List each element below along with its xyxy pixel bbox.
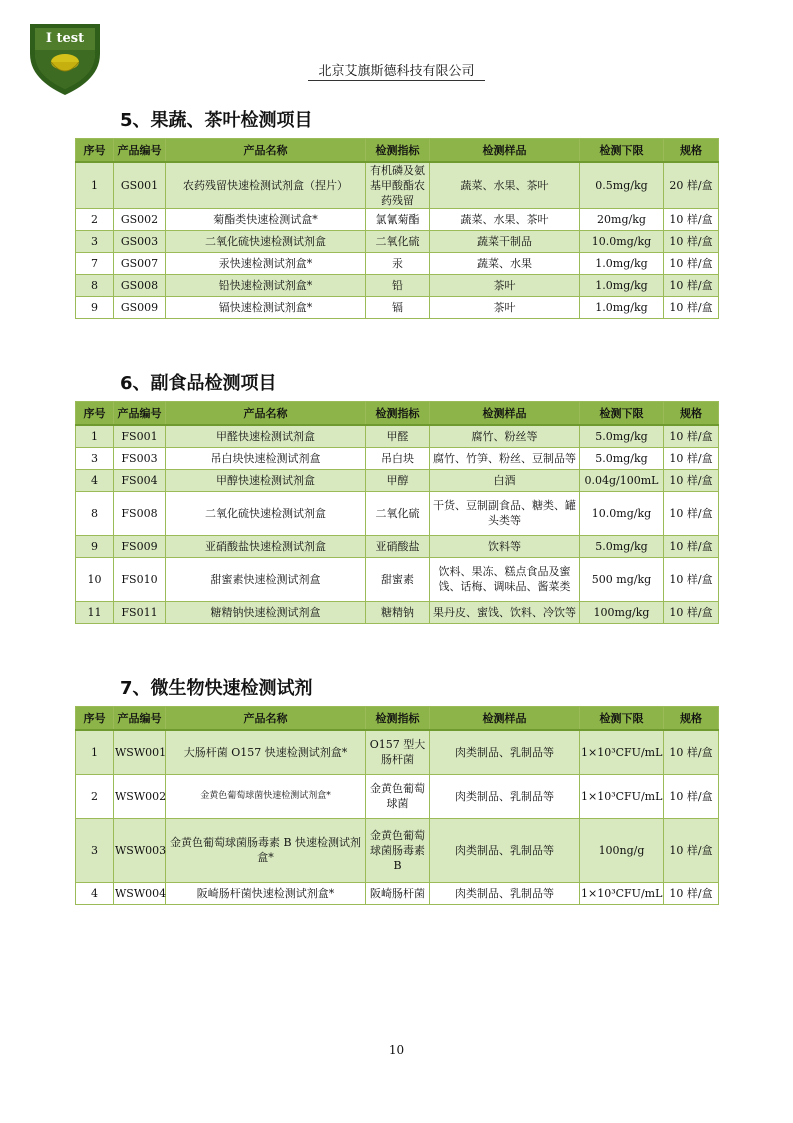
cell-limit: 100mg/kg bbox=[580, 601, 664, 623]
cell-no: 4 bbox=[76, 469, 114, 491]
cell-spec: 10 样/盒 bbox=[664, 730, 719, 774]
cell-no: 1 bbox=[76, 730, 114, 774]
cell-indicator: 铅 bbox=[366, 275, 430, 297]
shield-logo-icon bbox=[28, 20, 102, 96]
table-row bbox=[76, 818, 719, 882]
cell-indicator: 氯氰菊酯 bbox=[366, 209, 430, 231]
col-name: 产品名称 bbox=[166, 139, 366, 163]
table-row bbox=[76, 557, 719, 601]
cell-no: 3 bbox=[76, 231, 114, 253]
cell-no: 1 bbox=[76, 425, 114, 447]
cell-name: 甲醇快速检测试剂盒 bbox=[166, 469, 366, 491]
cell-code: GS002 bbox=[114, 209, 166, 231]
cell-sample: 饮料、果冻、糕点食品及蜜饯、话梅、调味品、酱菜类 bbox=[430, 557, 580, 601]
cell-spec: 10 样/盒 bbox=[664, 275, 719, 297]
cell-sample: 白酒 bbox=[430, 469, 580, 491]
cell-sample: 干货、豆制副食品、糖类、罐头类等 bbox=[430, 491, 580, 535]
cell-name: 吊白块快速检测试剂盒 bbox=[166, 447, 366, 469]
cell-sample: 饮料等 bbox=[430, 535, 580, 557]
cell-name: 铅快速检测试剂盒* bbox=[166, 275, 366, 297]
cell-name: 亚硝酸盐快速检测试剂盒 bbox=[166, 535, 366, 557]
cell-limit: 10.0mg/kg bbox=[580, 491, 664, 535]
cell-no: 4 bbox=[76, 882, 114, 904]
cell-code: FS004 bbox=[114, 469, 166, 491]
col-name: 产品名称 bbox=[166, 707, 366, 731]
cell-indicator: 甲醛 bbox=[366, 425, 430, 447]
col-indicator: 检测指标 bbox=[366, 139, 430, 163]
cell-code: WSW004 bbox=[114, 882, 166, 904]
cell-spec: 10 样/盒 bbox=[664, 469, 719, 491]
cell-spec: 10 样/盒 bbox=[664, 557, 719, 601]
cell-indicator: 亚硝酸盐 bbox=[366, 535, 430, 557]
company-name-text: 北京艾旗斯德科技有限公司 bbox=[308, 64, 484, 81]
cell-limit: 1×10³CFU/mL bbox=[580, 774, 664, 818]
cell-spec: 10 样/盒 bbox=[664, 882, 719, 904]
table-row bbox=[76, 253, 719, 275]
cell-spec: 10 样/盒 bbox=[664, 253, 719, 275]
section-title-microbial: 7、微生物快速检测试剂 bbox=[120, 678, 313, 699]
cell-sample: 腐竹、粉丝等 bbox=[430, 425, 580, 447]
cell-code: GS008 bbox=[114, 275, 166, 297]
table-row bbox=[76, 774, 719, 818]
cell-name: 二氧化硫快速检测试剂盒 bbox=[166, 491, 366, 535]
cell-sample: 肉类制品、乳制品等 bbox=[430, 882, 580, 904]
col-limit: 检测下限 bbox=[580, 139, 664, 163]
col-spec: 规格 bbox=[664, 139, 719, 163]
cell-no: 8 bbox=[76, 491, 114, 535]
company-logo bbox=[28, 20, 102, 96]
cell-limit: 0.5mg/kg bbox=[580, 162, 664, 209]
cell-sample: 茶叶 bbox=[430, 275, 580, 297]
table-row bbox=[76, 469, 719, 491]
cell-indicator: O157 型大肠杆菌 bbox=[366, 730, 430, 774]
table-row bbox=[76, 601, 719, 623]
cell-sample: 茶叶 bbox=[430, 297, 580, 319]
cell-spec: 10 样/盒 bbox=[664, 425, 719, 447]
col-no: 序号 bbox=[76, 707, 114, 731]
cell-indicator: 甜蜜素 bbox=[366, 557, 430, 601]
cell-spec: 20 样/盒 bbox=[664, 162, 719, 209]
cell-sample: 蔬菜干制品 bbox=[430, 231, 580, 253]
table-header-row bbox=[76, 402, 719, 426]
cell-no: 2 bbox=[76, 774, 114, 818]
table-row bbox=[76, 425, 719, 447]
cell-code: FS010 bbox=[114, 557, 166, 601]
cell-limit: 100ng/g bbox=[580, 818, 664, 882]
col-no: 序号 bbox=[76, 139, 114, 163]
cell-no: 11 bbox=[76, 601, 114, 623]
cell-sample: 果丹皮、蜜饯、饮料、冷饮等 bbox=[430, 601, 580, 623]
cell-limit: 1×10³CFU/mL bbox=[580, 882, 664, 904]
cell-sample: 蔬菜、水果、茶叶 bbox=[430, 209, 580, 231]
table-row bbox=[76, 491, 719, 535]
cell-code: FS009 bbox=[114, 535, 166, 557]
col-name: 产品名称 bbox=[166, 402, 366, 426]
cell-sample: 肉类制品、乳制品等 bbox=[430, 818, 580, 882]
cell-name: 糖精钠快速检测试剂盒 bbox=[166, 601, 366, 623]
cell-sample: 腐竹、竹笋、粉丝、豆制品等 bbox=[430, 447, 580, 469]
table-row bbox=[76, 447, 719, 469]
cell-name: 菊酯类快速检测试盒* bbox=[166, 209, 366, 231]
cell-no: 1 bbox=[76, 162, 114, 209]
col-no: 序号 bbox=[76, 402, 114, 426]
cell-indicator: 甲醇 bbox=[366, 469, 430, 491]
cell-code: FS003 bbox=[114, 447, 166, 469]
cell-code: WSW002 bbox=[114, 774, 166, 818]
cell-code: WSW003 bbox=[114, 818, 166, 882]
cell-no: 2 bbox=[76, 209, 114, 231]
table-header-row bbox=[76, 139, 719, 163]
cell-code: FS011 bbox=[114, 601, 166, 623]
cell-spec: 10 样/盒 bbox=[664, 231, 719, 253]
cell-code: GS001 bbox=[114, 162, 166, 209]
cell-name: 金黄色葡萄球菌肠毒素 B 快速检测试剂盒* bbox=[166, 818, 366, 882]
cell-code: FS008 bbox=[114, 491, 166, 535]
col-code: 产品编号 bbox=[114, 139, 166, 163]
cell-indicator: 汞 bbox=[366, 253, 430, 275]
col-indicator: 检测指标 bbox=[366, 707, 430, 731]
table-nonstaple-food bbox=[75, 401, 719, 624]
col-limit: 检测下限 bbox=[580, 707, 664, 731]
cell-no: 8 bbox=[76, 275, 114, 297]
cell-no: 7 bbox=[76, 253, 114, 275]
cell-indicator: 镉 bbox=[366, 297, 430, 319]
cell-spec: 10 样/盒 bbox=[664, 535, 719, 557]
cell-limit: 5.0mg/kg bbox=[580, 425, 664, 447]
col-sample: 检测样品 bbox=[430, 707, 580, 731]
cell-limit: 500 mg/kg bbox=[580, 557, 664, 601]
cell-no: 3 bbox=[76, 447, 114, 469]
cell-limit: 5.0mg/kg bbox=[580, 447, 664, 469]
section-title-fruit-tea: 5、果蔬、茶叶检测项目 bbox=[120, 110, 313, 131]
cell-limit: 5.0mg/kg bbox=[580, 535, 664, 557]
cell-code: GS007 bbox=[114, 253, 166, 275]
cell-no: 9 bbox=[76, 535, 114, 557]
cell-name: 汞快速检测试剂盒* bbox=[166, 253, 366, 275]
cell-sample: 肉类制品、乳制品等 bbox=[430, 730, 580, 774]
cell-indicator: 二氧化硫 bbox=[366, 491, 430, 535]
col-spec: 规格 bbox=[664, 707, 719, 731]
cell-indicator: 阪崎肠杆菌 bbox=[366, 882, 430, 904]
cell-name: 农药残留快速检测试剂盒（捏片） bbox=[166, 162, 366, 209]
cell-limit: 1.0mg/kg bbox=[580, 253, 664, 275]
cell-name: 甜蜜素快速检测试剂盒 bbox=[166, 557, 366, 601]
table-header-row bbox=[76, 707, 719, 731]
cell-indicator: 金黄色葡萄球菌 bbox=[366, 774, 430, 818]
cell-code: FS001 bbox=[114, 425, 166, 447]
cell-spec: 10 样/盒 bbox=[664, 297, 719, 319]
cell-spec: 10 样/盒 bbox=[664, 491, 719, 535]
cell-no: 10 bbox=[76, 557, 114, 601]
table-row bbox=[76, 275, 719, 297]
cell-name: 金黄色葡萄球菌快速检测试剂盒* bbox=[166, 774, 366, 818]
col-code: 产品编号 bbox=[114, 402, 166, 426]
cell-limit: 1×10³CFU/mL bbox=[580, 730, 664, 774]
cell-no: 9 bbox=[76, 297, 114, 319]
table-row bbox=[76, 535, 719, 557]
cell-limit: 20mg/kg bbox=[580, 209, 664, 231]
cell-limit: 1.0mg/kg bbox=[580, 275, 664, 297]
cell-indicator: 吊白块 bbox=[366, 447, 430, 469]
table-row bbox=[76, 162, 719, 209]
cell-sample: 蔬菜、水果、茶叶 bbox=[430, 162, 580, 209]
cell-sample: 肉类制品、乳制品等 bbox=[430, 774, 580, 818]
cell-no: 3 bbox=[76, 818, 114, 882]
cell-limit: 1.0mg/kg bbox=[580, 297, 664, 319]
cell-code: WSW001 bbox=[114, 730, 166, 774]
table-row bbox=[76, 730, 719, 774]
col-limit: 检测下限 bbox=[580, 402, 664, 426]
table-microbial bbox=[75, 706, 719, 905]
cell-spec: 10 样/盒 bbox=[664, 774, 719, 818]
page-number: 10 bbox=[388, 1043, 405, 1057]
cell-indicator: 糖精钠 bbox=[366, 601, 430, 623]
cell-indicator: 有机磷及氨基甲酸酯农药残留 bbox=[366, 162, 430, 209]
table-row bbox=[76, 882, 719, 904]
cell-name: 大肠杆菌 O157 快速检测试剂盒* bbox=[166, 730, 366, 774]
col-spec: 规格 bbox=[664, 402, 719, 426]
company-name bbox=[0, 60, 793, 79]
table-row bbox=[76, 297, 719, 319]
cell-name: 二氧化硫快速检测试剂盒 bbox=[166, 231, 366, 253]
cell-sample: 蔬菜、水果 bbox=[430, 253, 580, 275]
logo-text: I test bbox=[45, 31, 85, 46]
cell-name: 阪崎肠杆菌快速检测试剂盒* bbox=[166, 882, 366, 904]
cell-code: GS009 bbox=[114, 297, 166, 319]
cell-code: GS003 bbox=[114, 231, 166, 253]
col-indicator: 检测指标 bbox=[366, 402, 430, 426]
table-row bbox=[76, 231, 719, 253]
col-sample: 检测样品 bbox=[430, 402, 580, 426]
col-sample: 检测样品 bbox=[430, 139, 580, 163]
section-title-nonstaple-food: 6、副食品检测项目 bbox=[120, 373, 277, 394]
cell-spec: 10 样/盒 bbox=[664, 447, 719, 469]
cell-limit: 10.0mg/kg bbox=[580, 231, 664, 253]
cell-name: 甲醛快速检测试剂盒 bbox=[166, 425, 366, 447]
cell-spec: 10 样/盒 bbox=[664, 601, 719, 623]
cell-indicator: 二氧化硫 bbox=[366, 231, 430, 253]
cell-indicator: 金黄色葡萄球菌肠毒素 B bbox=[366, 818, 430, 882]
table-row bbox=[76, 209, 719, 231]
cell-name: 镉快速检测试剂盒* bbox=[166, 297, 366, 319]
table-fruit-tea bbox=[75, 138, 719, 319]
col-code: 产品编号 bbox=[114, 707, 166, 731]
cell-spec: 10 样/盒 bbox=[664, 818, 719, 882]
cell-spec: 10 样/盒 bbox=[664, 209, 719, 231]
cell-limit: 0.04g/100mL bbox=[580, 469, 664, 491]
